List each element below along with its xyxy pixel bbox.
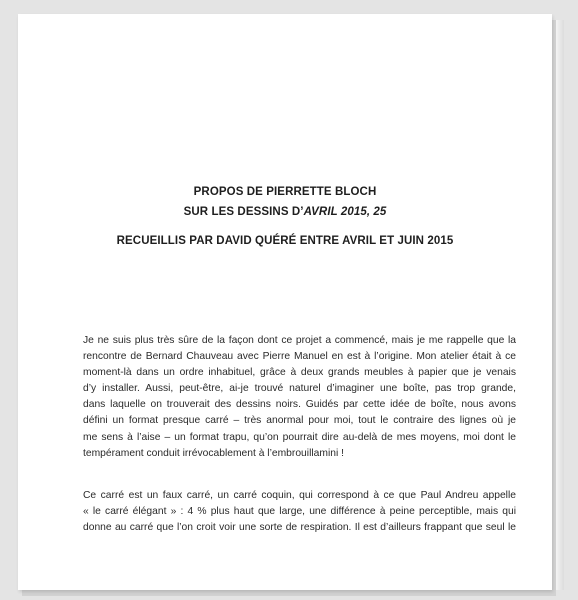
paragraph-line: « le carré élégant » : 4 % plus haut que large, une différence à peine perceptible, mais qui	[83, 506, 516, 518]
paragraph-2	[83, 488, 516, 536]
paragraph-line: Ce carré est un faux carré, un carré coquin, qui correspond à ce que Paul Andreu appelle	[83, 490, 516, 501]
paragraph-line: donne au carré que l’on croit voir une sorte de respiration. Il est d’ailleurs frappant que seul le	[83, 522, 516, 534]
paragraph-line: d’y installer. Aussi, peut-être, ai-je trouvé naturel d’imaginer une boîte, pas trop grande,	[83, 383, 516, 395]
paragraph-line: me sens à l’aise – un format trapu, qu’on pourrait dire au-delà de mes moyens, moi dont le	[83, 431, 516, 443]
page-edge	[556, 20, 564, 590]
paragraph-line: Je ne suis plus très sûre de la façon dont ce projet a commencé, mais je me rappelle que la	[83, 335, 516, 346]
paragraph-line: moment-là dans un ordre inhabituel, grâce à deux grands meubles à papier que je venais	[83, 367, 516, 379]
paragraph-line: rencontre de Bernard Chauveau avec Pierre Manuel en est à l’origine. Mon atelier était à ce	[83, 351, 516, 363]
heading-subtitle-prefix: SUR LES DESSINS D’	[183, 206, 304, 218]
heading-credits: RECUEILLIS PAR DAVID QUÉRÉ ENTRE AVRIL ET JUIN 2015	[116, 235, 454, 247]
heading-subtitle	[18, 206, 552, 218]
paragraph-1	[83, 333, 516, 462]
heading-title: PROPOS DE PIERRETTE BLOCH	[193, 186, 377, 198]
heading-subtitle-italic: AVRIL 2015, 25	[303, 206, 387, 218]
document-page	[18, 14, 552, 590]
paragraph-line: dans laquelle on trouverait des dessins noirs. Guidés par cette idée de boîte, nous avons	[83, 399, 516, 411]
paragraph-line: tempérament conduit irrévocablement à l’embrouillamini !	[83, 447, 344, 459]
paragraph-line: défini un format presque carré – très anormal pour moi, tout le contraire des lignes où je	[83, 415, 516, 427]
